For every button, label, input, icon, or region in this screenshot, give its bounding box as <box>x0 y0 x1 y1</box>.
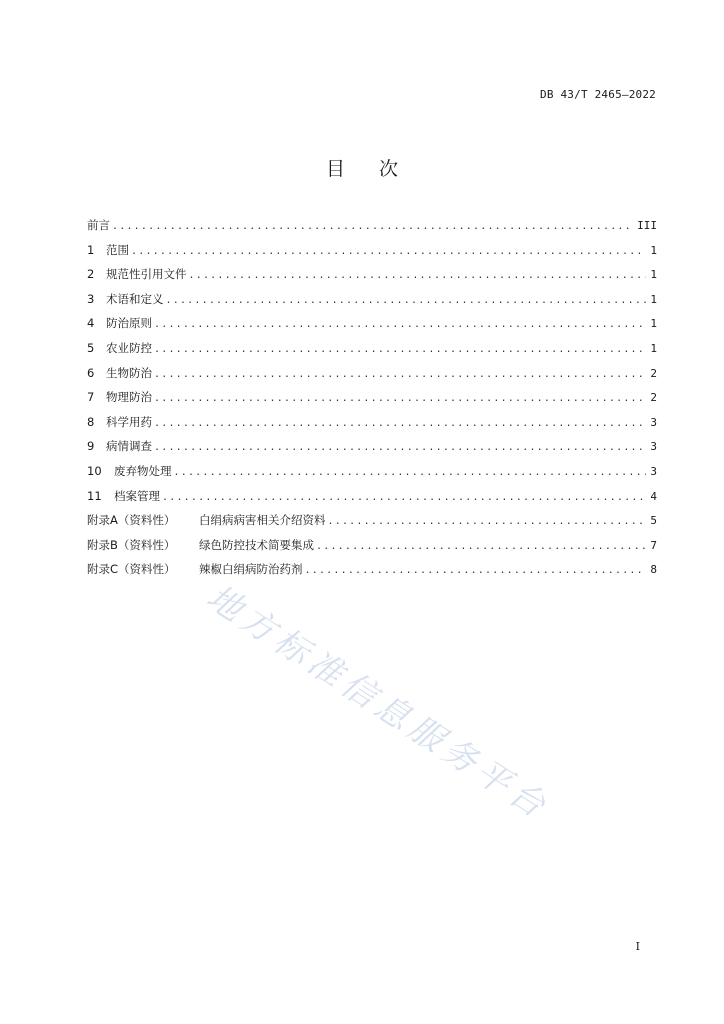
toc-entry-label: 规范性引用文件 <box>106 267 187 282</box>
toc-entry-label: 范围 <box>106 242 129 257</box>
toc-leader-dots <box>174 467 647 478</box>
toc-appendix-prefix: 附录C（资料性） <box>87 562 176 577</box>
toc-entry-page: 1 <box>650 268 657 282</box>
toc-entry-label: 防治原则 <box>106 316 152 331</box>
toc-entry-page: 3 <box>650 464 657 478</box>
toc-entry-page: 1 <box>650 243 657 257</box>
toc-entry-7[interactable] <box>87 389 657 414</box>
toc-entry-page: III <box>637 219 657 232</box>
document-code: DB 43/T 2465—2022 <box>540 88 656 101</box>
toc-entry-5[interactable] <box>87 340 657 365</box>
watermark: 地方标准信息服务平台 <box>199 577 557 829</box>
toc-entry-number: 3 <box>87 291 95 306</box>
toc-appendix-label: 辣椒白绢病防治药剂 <box>199 562 303 577</box>
toc-entry-label: 农业防控 <box>106 340 152 355</box>
toc-entry-page: 3 <box>650 440 657 454</box>
toc-entry-4[interactable] <box>87 315 657 340</box>
toc-appendix-prefix: 附录A（资料性） <box>87 513 176 528</box>
toc-entry-number: 11 <box>87 488 102 503</box>
toc-entry-label: 科学用药 <box>106 414 152 429</box>
toc-leader-dots <box>154 319 646 330</box>
toc-appendix-label: 白绢病病害相关介绍资料 <box>199 513 326 528</box>
toc-entry-number: 7 <box>87 390 95 405</box>
toc-leader-dots <box>112 221 633 232</box>
toc-entry-number: 5 <box>87 340 95 355</box>
toc-entry-foreword[interactable] <box>87 217 657 242</box>
toc-leader-dots <box>154 344 646 355</box>
toc-entry-number: 9 <box>87 439 95 454</box>
toc-leader-dots <box>162 492 646 503</box>
toc-list <box>87 217 657 586</box>
toc-entry-number: 10 <box>87 463 102 478</box>
toc-entry-9[interactable] <box>87 438 657 463</box>
toc-entry-label: 生物防治 <box>106 365 152 380</box>
toc-entry-8[interactable] <box>87 414 657 439</box>
toc-leader-dots <box>189 270 647 281</box>
toc-entry-page: 4 <box>650 489 657 503</box>
toc-appendix-a[interactable] <box>87 512 657 537</box>
toc-entry-11[interactable] <box>87 488 657 513</box>
toc-leader-dots <box>166 295 647 306</box>
page-number: I <box>635 940 640 953</box>
toc-leader-dots <box>328 516 647 527</box>
toc-leader-dots <box>154 369 646 380</box>
toc-appendix-label: 绿色防控技术简要集成 <box>199 537 314 552</box>
toc-entry-number: 2 <box>87 267 95 282</box>
toc-entry-1[interactable] <box>87 242 657 267</box>
toc-entry-6[interactable] <box>87 365 657 390</box>
toc-entry-10[interactable] <box>87 463 657 488</box>
toc-entry-page: 1 <box>650 317 657 331</box>
toc-entry-number: 4 <box>87 316 95 331</box>
toc-leader-dots <box>316 541 646 552</box>
toc-leader-dots <box>154 393 646 404</box>
toc-appendix-prefix: 附录B（资料性） <box>87 537 176 552</box>
toc-entry-label: 病情调查 <box>106 439 152 454</box>
toc-entry-label: 物理防治 <box>106 390 152 405</box>
toc-entry-label: 术语和定义 <box>106 291 164 306</box>
toc-entry-number: 6 <box>87 365 95 380</box>
toc-entry-number: 1 <box>87 242 95 257</box>
toc-entry-page: 7 <box>650 538 657 552</box>
toc-entry-2[interactable] <box>87 266 657 291</box>
toc-entry-page: 1 <box>650 341 657 355</box>
toc-appendix-b[interactable] <box>87 537 657 562</box>
toc-title: 目次 <box>325 158 432 180</box>
toc-entry-label: 档案管理 <box>114 488 160 503</box>
toc-appendix-c[interactable] <box>87 561 657 586</box>
toc-entry-page: 2 <box>650 391 657 405</box>
toc-entry-page: 3 <box>650 415 657 429</box>
toc-leader-dots <box>154 418 646 429</box>
toc-entry-3[interactable] <box>87 291 657 316</box>
toc-entry-page: 8 <box>650 563 657 577</box>
toc-entry-label: 废弃物处理 <box>114 463 172 478</box>
toc-entry-label: 前言 <box>87 218 110 232</box>
toc-leader-dots <box>131 246 646 257</box>
toc-entry-page: 2 <box>650 366 657 380</box>
toc-entry-page: 1 <box>650 292 657 306</box>
toc-entry-number: 8 <box>87 414 95 429</box>
toc-leader-dots <box>305 565 647 576</box>
toc-leader-dots <box>154 442 646 453</box>
toc-entry-page: 5 <box>650 514 657 528</box>
